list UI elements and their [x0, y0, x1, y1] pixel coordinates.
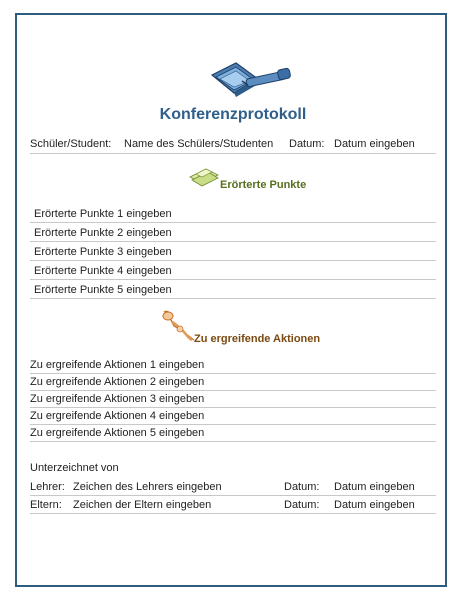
- parents-date-field[interactable]: Datum eingeben: [334, 499, 415, 511]
- action-item[interactable]: Zu ergreifende Aktionen 4 eingeben: [30, 409, 436, 425]
- student-row: [30, 138, 436, 154]
- discussed-item[interactable]: Erörterte Punkte 4 eingeben: [30, 264, 436, 280]
- discussed-item[interactable]: Erörterte Punkte 2 eingeben: [30, 226, 436, 242]
- discussed-item[interactable]: Erörterte Punkte 1 eingeben: [30, 207, 436, 223]
- discussed-item[interactable]: Erörterte Punkte 3 eingeben: [30, 245, 436, 261]
- action-item[interactable]: Zu ergreifende Aktionen 3 eingeben: [30, 392, 436, 408]
- teacher-date-label: Datum:: [284, 481, 320, 493]
- discussed-heading: Erörterte Punkte: [220, 179, 307, 191]
- discussed-item[interactable]: Erörterte Punkte 5 eingeben: [30, 283, 436, 299]
- date-label: Datum:: [289, 138, 325, 150]
- student-label: Schüler/Student:: [30, 138, 112, 150]
- page-frame: [15, 13, 447, 587]
- teacher-signature-field[interactable]: Zeichen des Lehrers eingeben: [73, 481, 222, 493]
- student-name-field[interactable]: Name des Schülers/Studenten: [124, 138, 274, 150]
- date-field[interactable]: Datum eingeben: [334, 138, 415, 150]
- page-title: Konferenzprotokoll: [159, 106, 307, 123]
- teacher-signature-row: [30, 480, 436, 496]
- signed-by-label: Unterzeichnet von: [30, 462, 119, 474]
- teacher-date-field[interactable]: Datum eingeben: [334, 481, 415, 493]
- parents-signature-row: [30, 498, 436, 514]
- actions-heading: Zu ergreifende Aktionen: [194, 333, 321, 345]
- parents-label: Eltern:: [30, 499, 62, 511]
- parents-date-label: Datum:: [284, 499, 320, 511]
- action-item[interactable]: Zu ergreifende Aktionen 1 eingeben: [30, 358, 436, 374]
- book-and-pen-icon: [206, 55, 296, 99]
- action-item[interactable]: Zu ergreifende Aktionen 2 eingeben: [30, 375, 436, 391]
- teacher-label: Lehrer:: [30, 481, 65, 493]
- papers-stack-icon: [188, 165, 220, 187]
- action-item[interactable]: Zu ergreifende Aktionen 5 eingeben: [30, 426, 436, 442]
- parents-signature-field[interactable]: Zeichen der Eltern eingeben: [73, 499, 212, 511]
